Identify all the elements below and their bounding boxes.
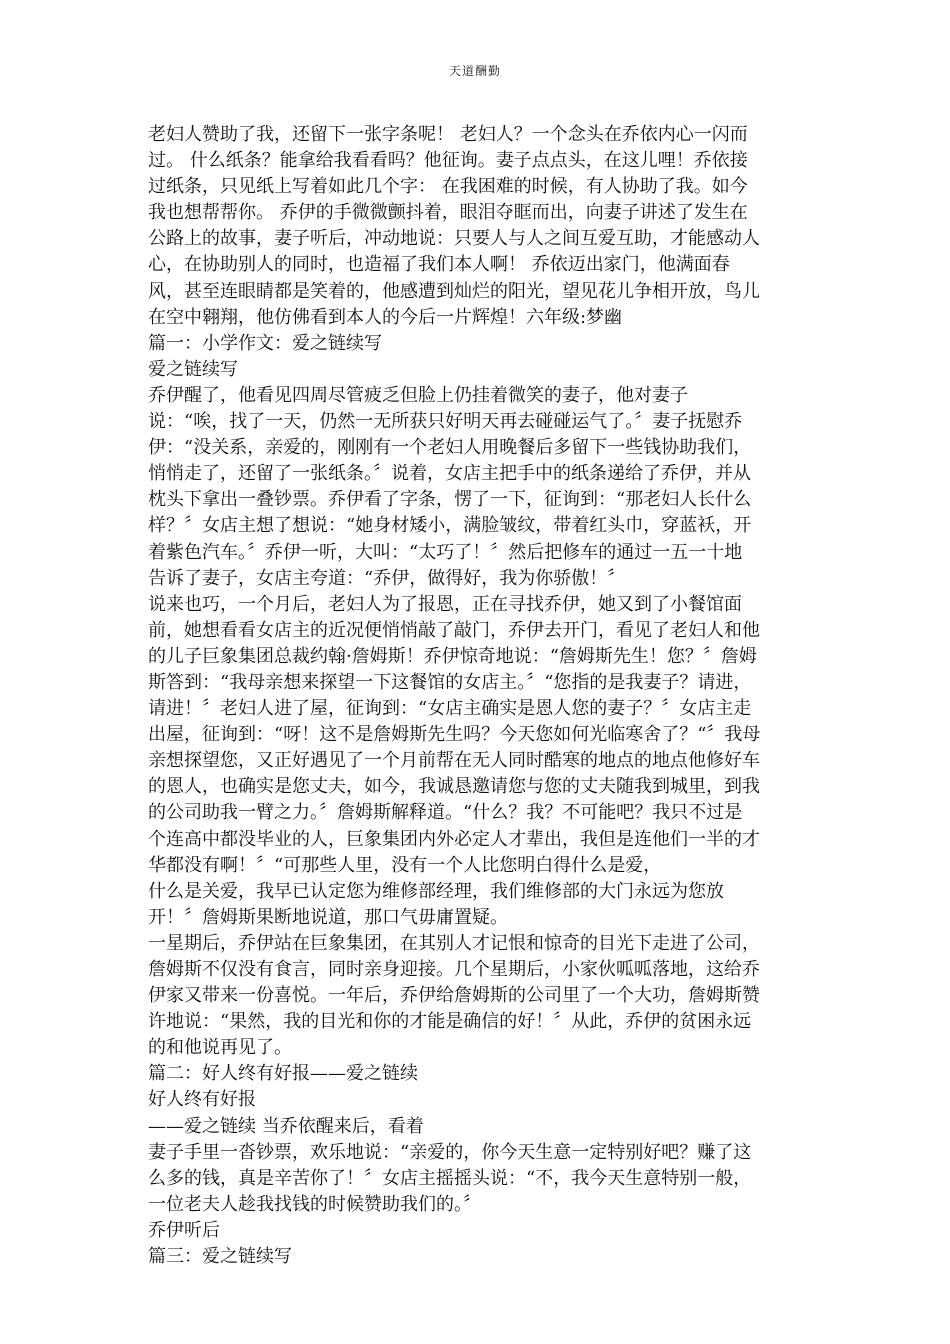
text-line: 华都没有啊！〞“可那些人里，没有一个人比您明白得什么是爱， <box>148 854 662 876</box>
page-header: 天道酬勤 <box>448 64 501 78</box>
text-line: 枕头下拿出一叠钞票。乔伊看了字条，愣了一下，征询到：“那老妇人长什么 <box>148 489 752 511</box>
text-line: 篇三：爱之链续写 <box>148 1246 292 1268</box>
text-line: 说来也巧，一个月后，老妇人为了报恩，正在寻找乔伊，她又到了小餐馆面 <box>148 593 742 615</box>
text-line: 么多的钱，真是辛苦你了！〞女店主摇摇头说：“不，我今天生意特别一般， <box>148 1167 752 1189</box>
text-line: 的和他说再见了。 <box>148 1037 292 1059</box>
text-line: 篇一：小学作文：爱之链续写 <box>148 332 382 354</box>
text-line: 请进！〞老妇人进了屋，征询到：“女店主确实是恩人您的妻子？〞女店主走 <box>148 698 752 720</box>
text-line: 出屋，征询到：“呀！这不是詹姆斯先生吗？今天您如何光临寒舍了？“〞我母 <box>148 724 761 746</box>
text-line: 好人终有好报 <box>148 1089 256 1111</box>
document-body <box>148 122 808 1270</box>
text-line: 老妇人赞助了我，还留下一张字条呢！ 老妇人？一个念头在乔依内心一闪而 <box>148 124 748 145</box>
text-line: 詹姆斯不仅没有食言，同时亲身迎接。几个星期后，小家伙呱呱落地，这给乔 <box>148 959 760 980</box>
text-line: 着紫色汽车。〞乔伊一听，大叫：“太巧了！〞然后把修车的通过一五一十地 <box>148 541 743 563</box>
text-line: 乔伊醒了，他看见四周尽管疲乏但脸上仍挂着微笑的妻子，他对妻子 <box>148 384 688 406</box>
text-line: 开！〞詹姆斯果断地说道，那口气毋庸置疑。 <box>148 906 508 928</box>
text-line: 的儿子巨象集团总裁约翰·詹姆斯！乔伊惊奇地说：“詹姆斯先生！您？〞詹姆 <box>148 645 757 667</box>
text-line: 前，她想看看女店主的近况便悄悄敲了敲门，乔伊去开门，看见了老妇人和他 <box>148 619 760 641</box>
text-line: 一星期后，乔伊站在巨象集团，在其别人才记恨和惊奇的目光下走进了公司， <box>148 932 760 954</box>
text-line: 亲想探望您，又正好遇见了一个月前帮在无人同时酷寒的地点的地点他修好车 <box>148 750 760 772</box>
text-line: 公路上的故事，妻子听后，冲动地说：只要人与人之间互爱互助，才能感动人 <box>148 228 760 250</box>
text-line: 样？〞女店主想了想说：“她身材矮小，满脸皱纹，带着红头巾，穿蓝袄，开 <box>148 515 752 537</box>
text-line: 风，甚至连眼睛都是笑着的，他感遭到灿烂的阳光，望见花儿争相开放，鸟儿 <box>148 280 760 302</box>
text-line: ——爱之链续 当乔依醒来后，看着 <box>148 1115 424 1137</box>
text-line: 说：“唉，找了一天，仍然一无所获只好明天再去碰碰运气了。〞妻子抚慰乔 <box>148 411 743 433</box>
text-line: 过纸条，只见纸上写着如此几个字： 在我困难的时候，有人协助了我。如今 <box>148 176 748 198</box>
text-line: 许地说：“果然，我的目光和你的才能是确信的好！〞从此，乔伊的贫困永远 <box>148 1011 752 1033</box>
text-line: 在空中翱翔，他仿佛看到本人的今后一片辉煌！六年级:梦幽 <box>148 306 623 328</box>
text-line: 什么是关爱，我早已认定您为维修部经理，我们维修部的大门永远为您放 <box>148 880 724 902</box>
text-line: 悄悄走了，还留了一张纸条。〞说着，女店主把手中的纸条递给了乔伊，并从 <box>148 463 751 485</box>
text-line: 的公司助我一臂之力。〞詹姆斯解释道。“什么？我？不可能吧？我只不过是 <box>148 802 743 824</box>
text-line: 妻子手里一沓钞票，欢乐地说：“亲爱的，你今天生意一定特别好吧？赚了这 <box>148 1141 752 1163</box>
text-line: 篇二：好人终有好报——爱之链续 <box>148 1063 418 1085</box>
text-line: 告诉了妻子，女店主夸道：“乔伊，做得好，我为你骄傲！〞 <box>148 567 626 589</box>
text-line: 乔伊听后 <box>148 1219 220 1241</box>
text-line: 斯答到：“我母亲想来探望一下这餐馆的女店主。〞“您指的是我妻子？请进， <box>148 671 752 693</box>
text-line: 爱之链续写 <box>148 358 238 380</box>
text-line: 一位老夫人趁我找钱的时候赞助我们的。〞 <box>148 1193 481 1215</box>
text-line: 伊家又带来一份喜悦。一年后，乔伊给詹姆斯的公司里了一个大功，詹姆斯赞 <box>148 985 760 1007</box>
text-line: 我也想帮帮你。 乔伊的手微微颤抖着，眼泪夺眶而出，向妻子讲述了发生在 <box>148 202 748 224</box>
text-line: 个连高中都没毕业的人，巨象集团内外必定人才辈出，我但是连他们一半的才 <box>148 828 760 850</box>
text-line: 过。 什么纸条？能拿给我看看吗？他征询。妻子点点头，在这儿哩！乔依接 <box>148 150 748 172</box>
text-line: 的恩人，也确实是您丈夫，如今，我诚恳邀请您与您的丈夫随我到城里，到我 <box>148 776 760 798</box>
text-line: 伊：“没关系，亲爱的，刚刚有一个老妇人用晚餐后多留下一些钱协助我们， <box>148 437 752 459</box>
text-line: 心，在协助别人的同时，也造福了我们本人啊！ 乔依迈出家门，他满面春 <box>148 254 730 276</box>
